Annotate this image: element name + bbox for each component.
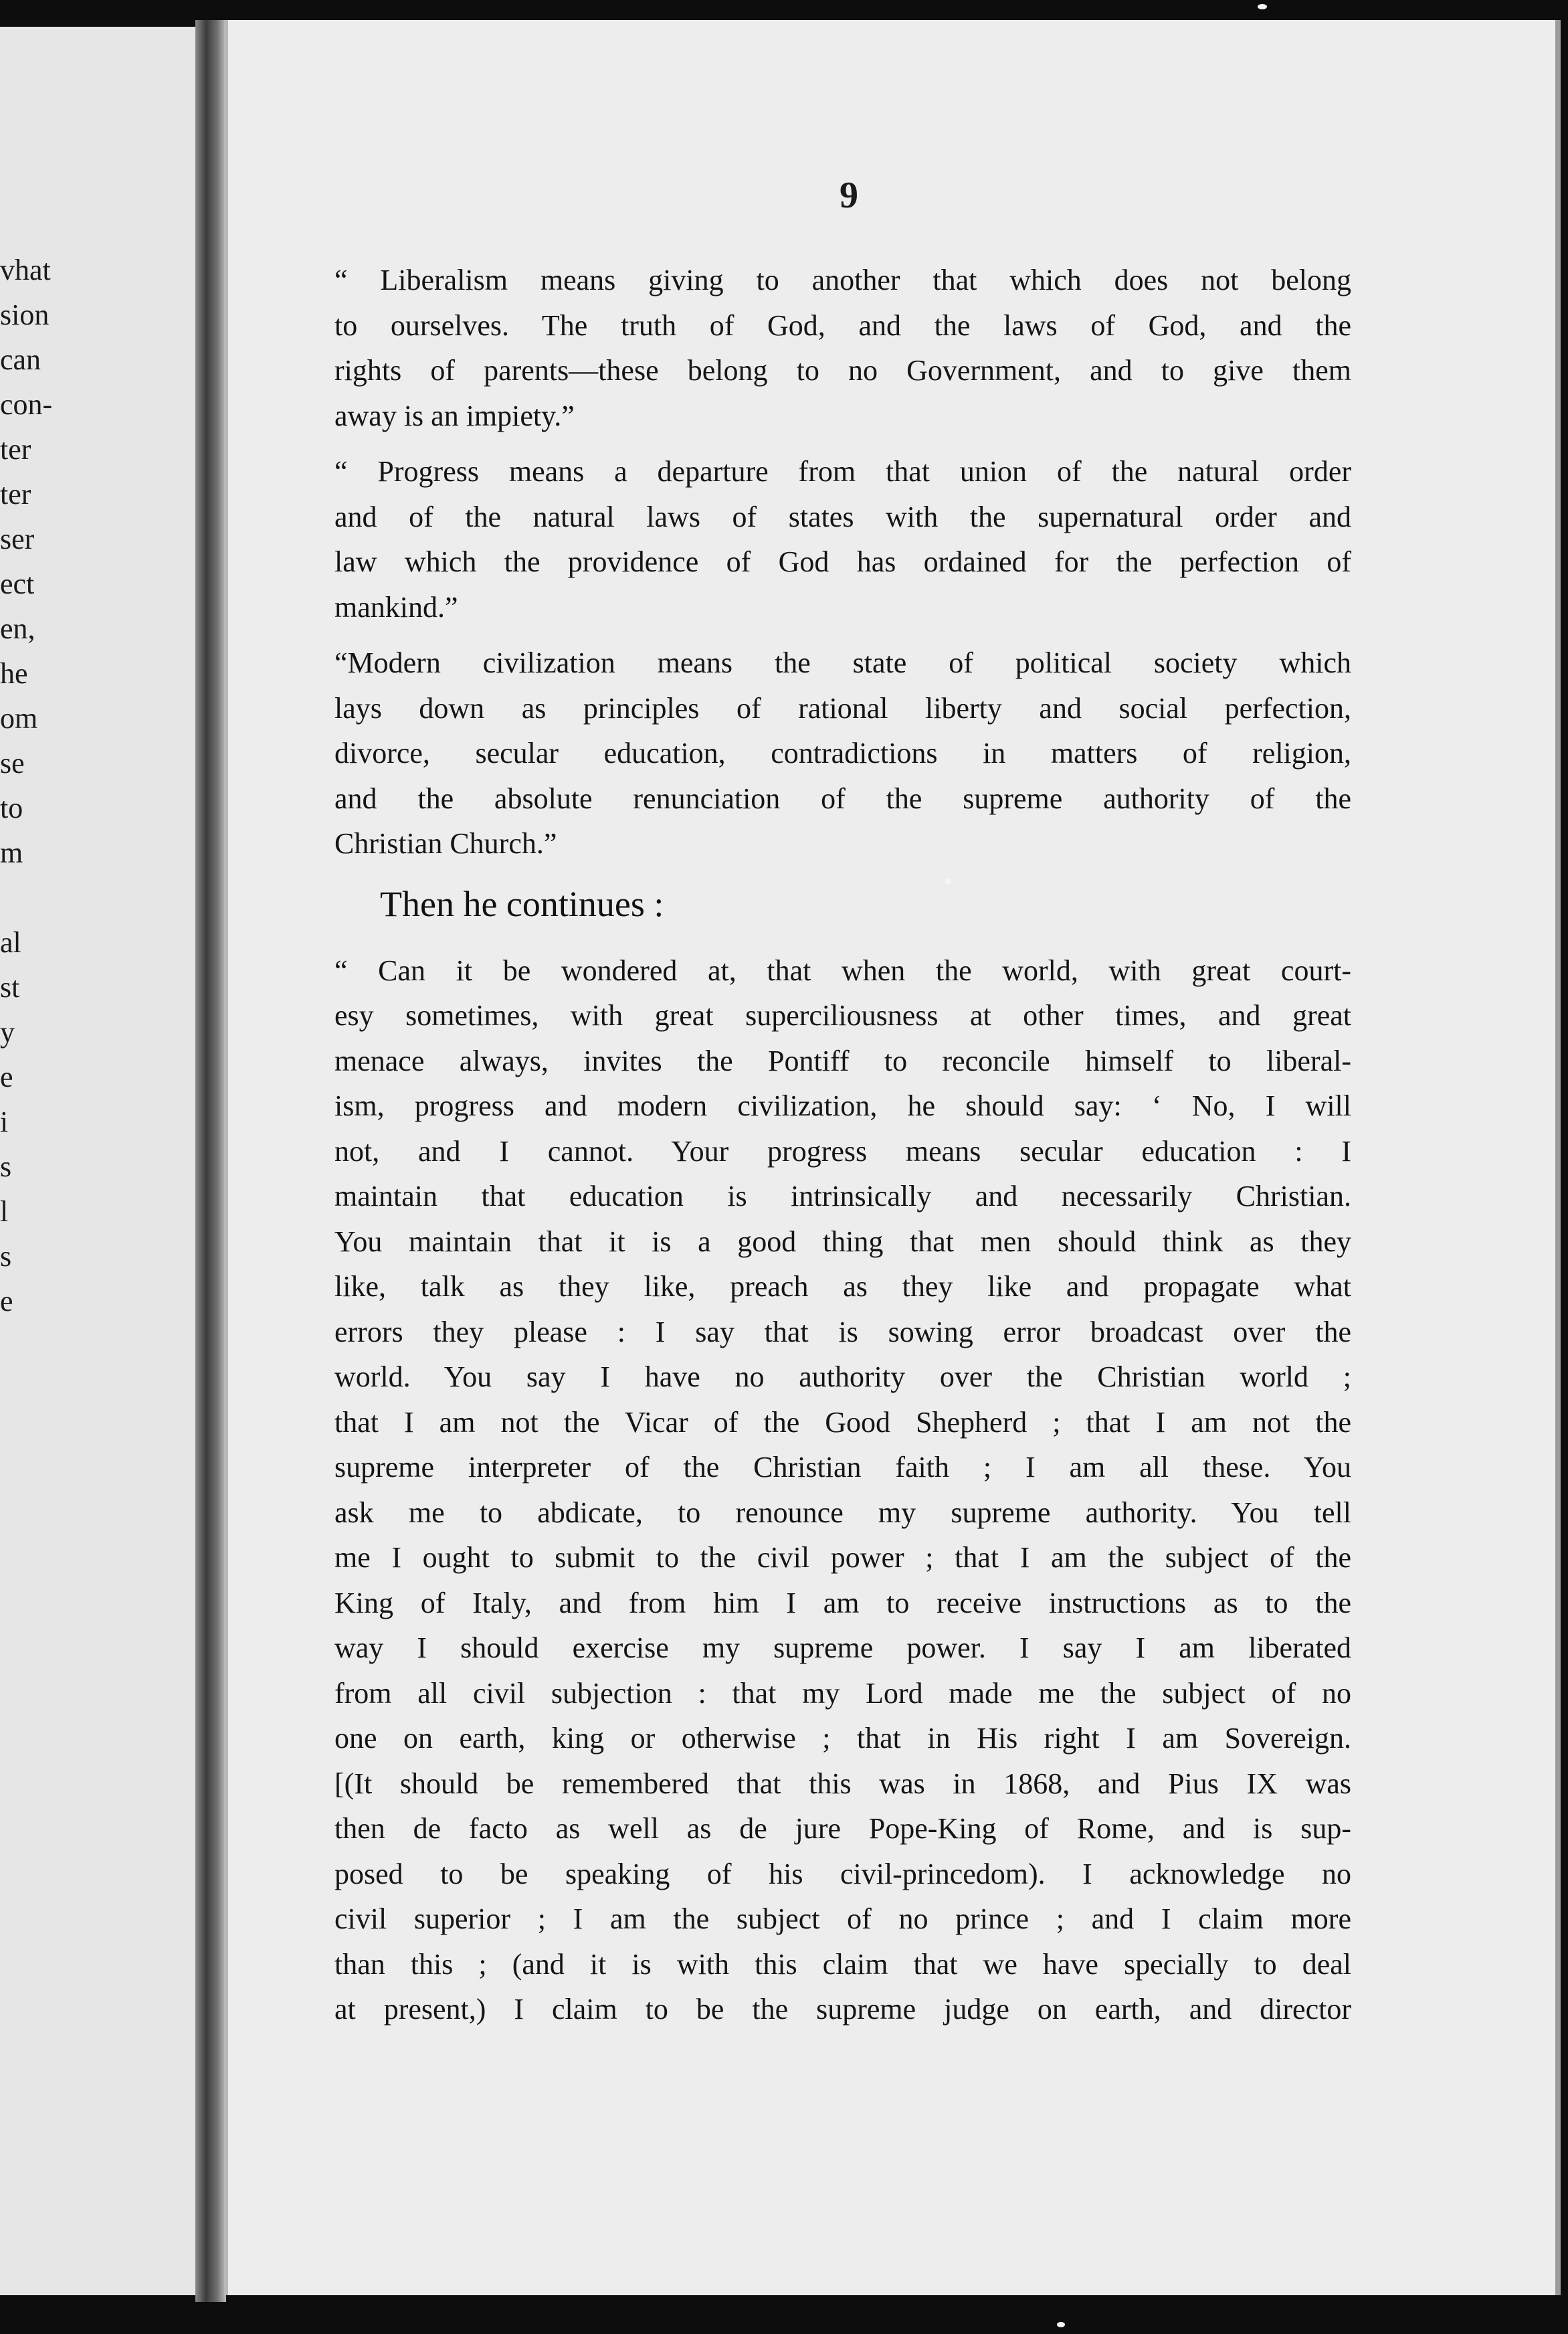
facing-page-fragment: vhat [0,254,51,286]
text-line: posed to be speaking of his civil-princedom). I acknowledge no [334,1857,1351,1890]
text-line: You maintain that it is a good thing that men should think as they [334,1225,1351,1258]
text-line: than this ; (and it is with this claim that we have specially to deal [334,1947,1351,1981]
facing-page-fragment: can [0,343,41,376]
paragraph-liberalism [334,258,1351,438]
text-line: world. You say I have no authority over the Christian world ; [334,1360,1351,1393]
text-line: errors they please : I say that is sowing error broadcast over the [334,1315,1351,1348]
text-line: and of the natural laws of states with the supernatural order and [334,500,1351,533]
facing-page-text-fragments [0,248,67,1324]
facing-page-fragment: en, [0,612,35,645]
paragraph-progress [334,449,1351,630]
facing-page-fragment: se [0,747,25,780]
page-left-edge [224,20,228,2295]
text-line: from all civil subjection : that my Lord made me the subject of no [334,1676,1351,1710]
text-line: rights of parents—these belong to no Government, and to give them [334,354,1351,387]
scan-speck [1258,4,1267,9]
text-line: “Modern civilization means the state of political society which [334,646,1351,679]
page-number: 9 [840,175,858,216]
text-line: Christian Church.” [334,827,557,860]
scan-speck [1057,2322,1065,2327]
facing-page-fragment: st [0,971,20,1004]
book-gutter [195,20,226,2302]
text-line: one on earth, king or otherwise ; that in His right I am Sovereign. [334,1722,1351,1755]
text-line: “ Progress means a departure from that union of the natural order [334,455,1351,488]
text-line: “ Can it be wondered at, that when the world, with great court- [334,954,1351,987]
text-line: away is an impiety.” [334,399,575,432]
text-line: esy sometimes, with great superciliousness at other times, and great [334,999,1351,1032]
text-line: way I should exercise my supreme power. I say I am liberated [334,1631,1351,1664]
facing-page-fragment: al [0,926,21,959]
text-line: not, and I cannot. Your progress means secular education : I [334,1134,1351,1168]
facing-page-fragment: ter [0,478,31,511]
text-line: that I am not the Vicar of the Good Shepherd ; that I am not the [334,1405,1351,1439]
paragraph-continuation [334,948,1351,2032]
text-line: to ourselves. The truth of God, and the laws of God, and the [334,308,1351,342]
text-line: ism, progress and modern civilization, he should say: ‘ No, I will [334,1089,1351,1122]
facing-page-fragment: sion [0,298,50,331]
facing-page-fragment: i [0,1105,9,1138]
text-line: like, talk as they like, preach as they like and propagate what [334,1270,1351,1303]
section-heading: Then he continues : [380,883,664,924]
text-line: civil superior ; I am the subject of no prince ; and I claim more [334,1902,1351,1935]
facing-page-fragment [0,875,67,920]
text-line: supreme interpreter of the Christian faith ; I am all these. You [334,1451,1351,1484]
text-line: maintain that education is intrinsically and necessarily Christian. [334,1180,1351,1213]
facing-page-edge [0,27,202,2295]
facing-page-fragment: y [0,1016,15,1049]
text-line: [(It should be remembered that this was in 1868, and Pius IX was [334,1767,1351,1800]
page-body-text [334,258,1351,2043]
text-line: divorce, secular education, contradictions in matters of religion, [334,737,1351,770]
facing-page-fragment: l [0,1195,9,1228]
facing-page-fragment: s [0,1240,12,1273]
facing-page-fragment: he [0,657,28,690]
facing-page-fragment: ect [0,567,35,600]
text-line: mankind.” [334,590,458,624]
text-line: “ Liberalism means giving to another that which does not belong [334,264,1351,296]
text-line: me I ought to submit to the civil power ; that I am the subject of the [334,1541,1351,1574]
text-line: at present,) I claim to be the supreme judge on earth, and director [334,1993,1351,2026]
facing-page-fragment: con- [0,388,53,421]
facing-page-fragment: s [0,1150,12,1183]
facing-page-fragment: m [0,836,23,869]
text-line: lays down as principles of rational liberty and social perfection, [334,691,1351,725]
text-line: King of Italy, and from him I am to receive instructions as to the [334,1586,1351,1619]
text-line: and the absolute renunciation of the supreme authority of the [334,782,1351,815]
text-line: ask me to abdicate, to renounce my supreme authority. You tell [334,1496,1351,1529]
facing-page-fragment: ter [0,433,31,466]
facing-page-fragment: to [0,792,23,824]
facing-page-fragment: ser [0,523,35,555]
text-line: law which the providence of God has ordained for the perfection of [334,545,1351,578]
facing-page-fragment: e [0,1285,13,1318]
text-line: menace always, invites the Pontiff to reconcile himself to liberal- [334,1044,1351,1077]
paragraph-modern-civilization [334,640,1351,867]
scan-speck [945,878,951,885]
facing-page-fragment: om [0,702,38,735]
text-line: then de facto as well as de jure Pope-King of Rome, and is sup- [334,1812,1351,1845]
facing-page-fragment: e [0,1061,13,1093]
